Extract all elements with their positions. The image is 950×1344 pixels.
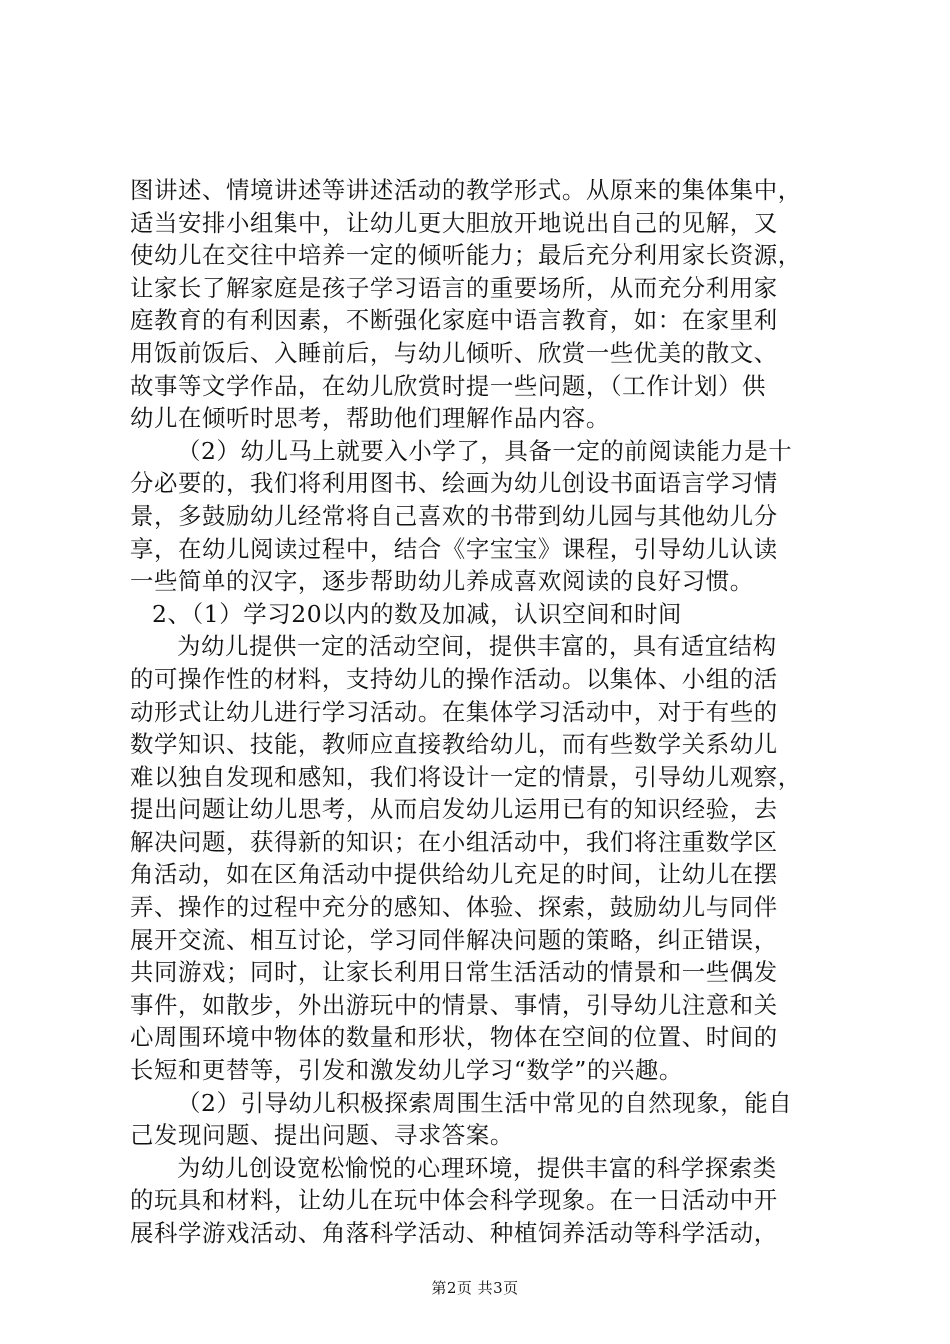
text-line: 用饭前饭后、入睡前后，与幼儿倾听、欣赏一些优美的散文、 [130,338,778,367]
text-line: 展科学游戏活动、角落科学活动、种植饲养活动等科学活动， [130,1219,778,1247]
document-body [130,174,830,1250]
text-line: 故事等文学作品，在幼儿欣赏时提一些问题，（工作计划）供 [130,371,767,400]
text-line: 长短和更替等，引发和激发幼儿学习“数学”的兴趣。 [130,1056,683,1085]
text-line: 使幼儿在交往中培养一定的倾听能力；最后充分利用家长资源， [130,241,802,270]
text-line: 适当安排小组集中，让幼儿更大胆放开地说出自己的见解，又 [130,208,778,237]
section-heading-line: 2、（1）学习20以内的数及加减，认识空间和时间 [152,599,683,628]
text-line: 心周围环境中物体的数量和形状，物体在空间的位置、时间的 [130,1023,778,1052]
page-footer [0,1278,950,1298]
paragraph-start-line: （2）幼儿马上就要入小学了，具备一定的前阅读能力是十 [177,436,793,465]
text-line: 庭教育的有利因素，不断强化家庭中语言教育，如：在家里利 [130,306,778,335]
text-line: 展开交流、相互讨论，学习同伴解决问题的策略，纠正错误， [130,925,778,954]
text-line: 角活动，如在区角活动中提供给幼儿充足的时间，让幼儿在摆 [130,860,778,889]
text-line: 分必要的，我们将利用图书、绘画为幼儿创设书面语言学习情 [130,469,778,498]
paragraph-start-line: 为幼儿提供一定的活动空间，提供丰富的，具有适宜结构 [177,632,777,661]
text-line: 幼儿在倾听时思考，帮助他们理解作品内容。 [130,404,610,433]
text-line: 共同游戏；同时，让家长利用日常生活活动的情景和一些偶发 [130,958,778,987]
text-line: 难以独自发现和感知，我们将设计一定的情景，引导幼儿观察， [130,762,802,791]
page-number: 第2页 共3页 [431,1279,519,1297]
text-line: 解决问题，获得新的知识；在小组活动中，我们将注重数学区 [130,827,778,856]
text-line: 一些简单的汉字，逐步帮助幼儿养成喜欢阅读的良好习惯。 [130,567,754,596]
text-line: 事件，如散步，外出游玩中的情景、事情，引导幼儿注意和关 [130,990,778,1019]
text-line: 动形式让幼儿进行学习活动。在集体学习活动中，对于有些的 [130,697,778,726]
paragraph-start-line: （2）引导幼儿积极探索周围生活中常见的自然现象，能自 [177,1088,793,1117]
text-line: 让家长了解家庭是孩子学习语言的重要场所，从而充分利用家 [130,273,778,302]
text-line: 享，在幼儿阅读过程中，结合《字宝宝》课程，引导幼儿认读 [130,534,778,563]
text-line: 数学知识、技能，教师应直接教给幼儿，而有些数学关系幼儿 [130,730,778,759]
text-line: 景，多鼓励幼儿经常将自己喜欢的书带到幼儿园与其他幼儿分 [130,501,778,530]
paragraph-start-line: 为幼儿创设宽松愉悦的心理环境，提供丰富的科学探索类 [177,1153,777,1182]
text-line: 的玩具和材料，让幼儿在玩中体会科学现象。在一日活动中开 [130,1186,778,1215]
text-line: 图讲述、情境讲述等讲述活动的教学形式。从原来的集体集中， [130,176,802,204]
text-line: 弄、操作的过程中充分的感知、体验、探索，鼓励幼儿与同伴 [130,893,778,922]
text-line: 己发现问题、提出问题、寻求答案。 [130,1121,514,1150]
text-line: 提出问题让幼儿思考，从而启发幼儿运用已有的知识经验，去 [130,795,778,824]
text-line: 的可操作性的材料，支持幼儿的操作活动。以集体、小组的活 [130,664,778,693]
